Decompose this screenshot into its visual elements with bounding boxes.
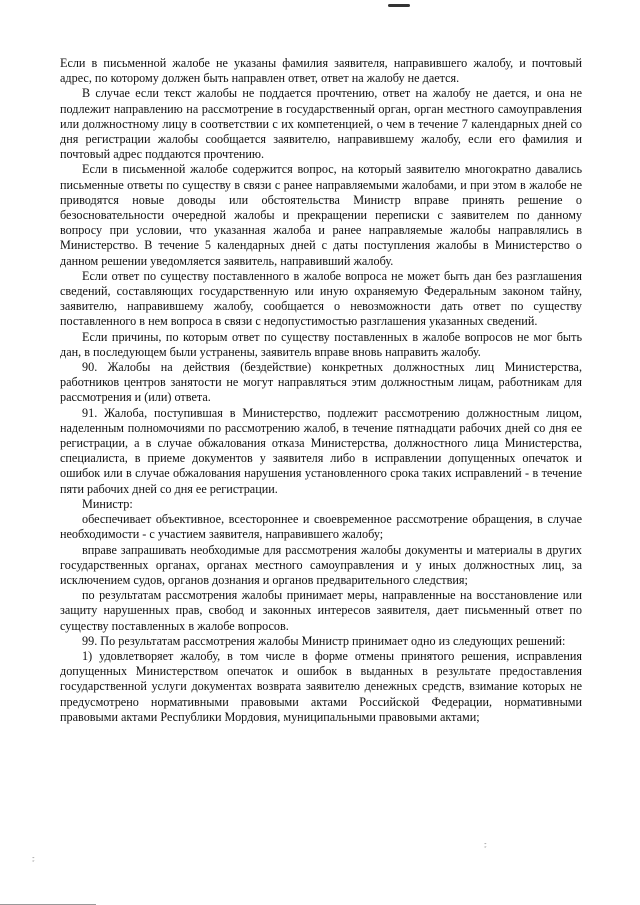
paragraph-91: 91. Жалоба, поступившая в Министерство, подлежит рассмотрению должностным лицом, наделенным полномочиями по рассмотрению жалоб, в течение пятнадцати рабочих дней со дня ее регистрации, а в случае обжалования отказа Министерства, должностного лица Министерства, специалиста, в приеме документов у заявителя либо в исправлении допущенных опечаток и ошибок или в случае обжалования нарушения установленного срока таких исправлений - в течение пяти рабочих дней со дня ее регистрации. [60,405,582,496]
paragraph-causes-removed: Если причины, по которым ответ по существу поставленных в жалобе вопросов не мог быть дан, в последующем были устранены, заявитель вправе вновь направить жалобу. [60,329,582,359]
document-body [60,56,582,725]
paragraph-minister-requests: вправе запрашивать необходимые для рассмотрения жалобы документы и материалы в других государственных органах, органах местного самоуправления и у иных должностных лиц, за исключением судов, органов дознания и органов предварительного следствия; [60,542,582,587]
margin-mark-right: ꧇ [484,840,487,851]
paragraph-90: 90. Жалобы на действия (бездействие) конкретных должностных лиц Министерства, работников центров занятости не могут направляться этим должностным лицам, работникам для рассмотрения и (или) ответа. [60,360,582,405]
paragraph-no-surname: Если в письменной жалобе не указаны фамилия заявителя, направившего жалобу, и почтовый адрес, по которому должен быть направлен ответ, ответ на жалобу не дается. [60,56,582,86]
paragraph-minister-ensures: обеспечивает объективное, всестороннее и своевременное рассмотрение обращения, в случае необходимости - с участием заявителя, направившего жалобу; [60,512,582,542]
paragraph-unreadable-text: В случае если текст жалобы не поддается прочтению, ответ на жалобу не дается, и она не подлежит направлению на рассмотрение в государственный орган, орган местного самоуправления или должностному лицу в соответствии с их компетенцией, о чем в течение 7 календарных дней со дня регистрации жалобы сообщается заявителю, направившему жалобу, если его фамилия и почтовый адрес поддаются прочтению. [60,86,582,162]
paragraph-minister-measures: по результатам рассмотрения жалобы принимает меры, направленные на восстановление или защиту нарушенных прав, свобод и законных интересов заявителя, дает письменный ответ по существу поставленных в жалобе вопросов. [60,588,582,633]
paragraph-repeated-question: Если в письменной жалобе содержится вопрос, на который заявителю многократно давались письменные ответы по существу в связи с ранее направляемыми жалобами, и при этом в жалобе не приводятся новые доводы или обстоятельства Министр вправе принять решение о безосновательности очередной жалобы и прекращении переписки с заявителем по данному вопросу при условии, что указанная жалоба и ранее направляемые жалобы направлялись в Министерство. В течение 5 календарных дней с даты поступления жалобы в Министерство о данном решении уведомляется заявитель, направивший жалобу. [60,162,582,268]
paragraph-99: 99. По результатам рассмотрения жалобы Министр принимает одно из следующих решений: [82,633,566,648]
scan-artifact [388,4,410,7]
paragraph-99-item-1: 1) удовлетворяет жалобу, в том числе в форме отмены принятого решения, исправления допущенных Министерством опечаток и ошибок в выданных в результате предоставления государственной услуги документах возврата заявителю денежных средств, взимание которых не предусмотрено нормативными правовыми актами Российской Федерации, нормативными правовыми актами Республики Мордовия, муниципальными правовыми актами; [60,648,582,724]
margin-mark-left: ꧇ [32,854,35,865]
paragraph-state-secret: Если ответ по существу поставленного в жалобе вопроса не может быть дан без разглашения сведений, составляющих государственную или иную охраняемую Федеральным законом тайну, заявителю, направившему жалобу, сообщается о невозможности дать ответ по существу поставленного в нем вопроса в связи с недопустимостью разглашения указанных сведений. [60,268,582,329]
paragraph-minister-heading: Министр: [82,496,133,511]
